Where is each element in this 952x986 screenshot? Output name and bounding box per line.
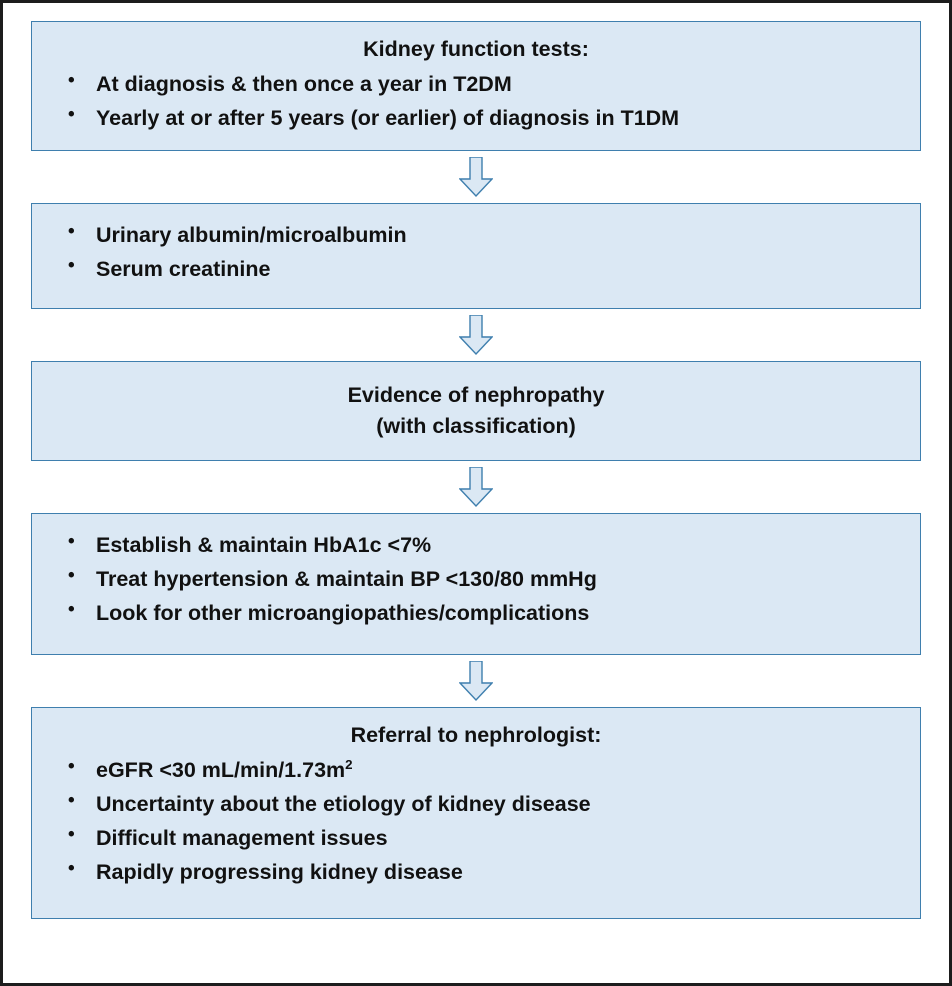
egfr-superscript: 2 [345,756,353,772]
flowchart-content [3,3,949,983]
node-referral [31,707,921,919]
list-item-egfr [48,755,904,785]
list-item: • Serum creatinine [48,254,904,284]
arrow-4-wrap [31,655,921,707]
list-item: • Establish & maintain HbA1c <7% [48,530,904,560]
node-bullet-list [48,755,904,887]
arrow-down-icon [459,467,493,507]
node-line: (with classification) [376,414,576,438]
node-evidence-of-nephropathy [31,361,921,461]
list-item: • Uncertainty about the etiology of kidney disease [48,789,904,819]
node-line: Evidence of nephropathy [347,382,605,407]
node-bullet-list [48,69,904,133]
list-item: • At diagnosis & then once a year in T2DM [48,69,904,99]
arrow-down-icon [459,661,493,701]
list-item: • Look for other microangiopathies/complications [48,598,904,628]
node-heading: Kidney function tests: [363,37,589,61]
arrow-2-wrap [31,309,921,361]
arrow-3-wrap [31,461,921,513]
list-item: • Urinary albumin/microalbumin [48,220,904,250]
node-lab-tests [31,203,921,309]
arrow-down-icon [459,315,493,355]
list-item: • Difficult management issues [48,823,904,853]
node-heading: Referral to nephrologist: [350,723,602,747]
node-bullet-list [48,530,904,628]
node-kidney-function-tests [31,21,921,151]
list-item: • Rapidly progressing kidney disease [48,857,904,887]
arrow-1-wrap [31,151,921,203]
list-item: • Yearly at or after 5 years (or earlier) of diagnosis in T1DM [48,103,904,133]
node-management [31,513,921,655]
arrow-down-icon [459,157,493,197]
egfr-text: eGFR <30 mL/min/1.73m [96,757,346,782]
node-bullet-list [48,220,904,284]
list-item: • Treat hypertension & maintain BP <130/80 mmHg [48,564,904,594]
